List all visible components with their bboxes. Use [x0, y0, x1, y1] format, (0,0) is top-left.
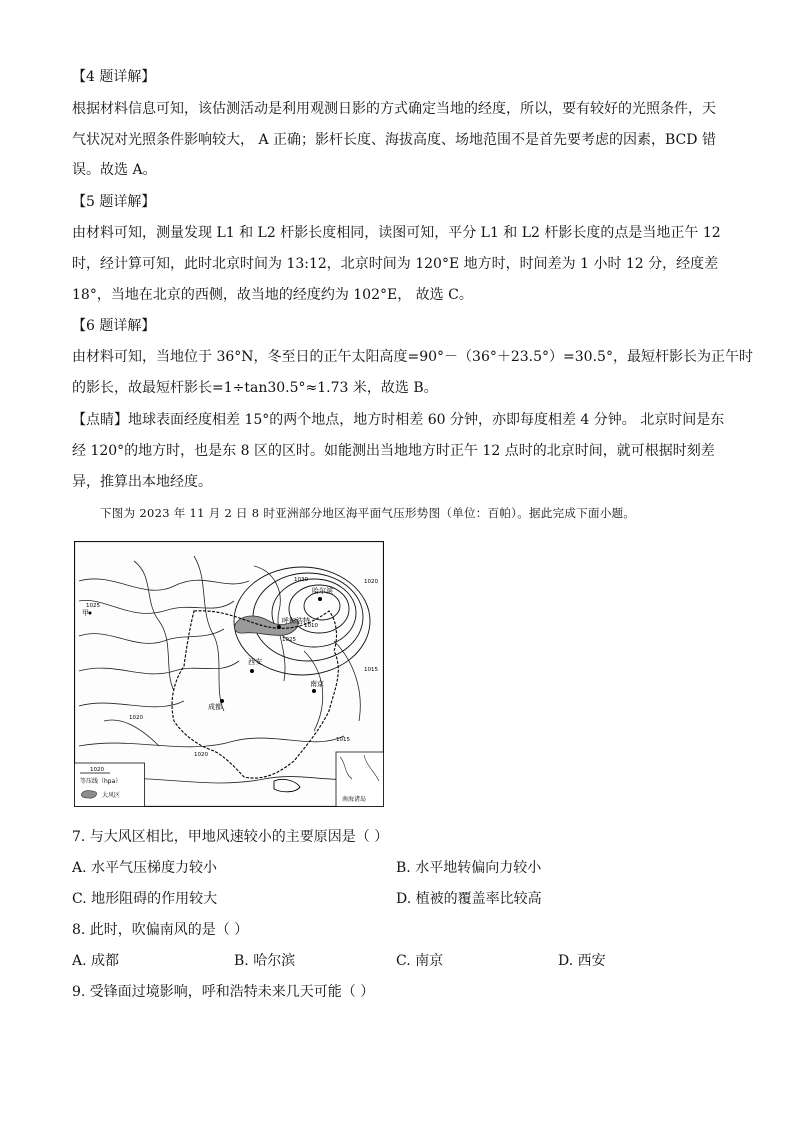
question-7-option-a[interactable]: A. 水平气压梯度力较小 — [72, 860, 218, 876]
city-label: 西安 — [248, 658, 262, 666]
question-8-stem: 8. 此时，吹偏南风的是（ ） — [72, 922, 249, 938]
hohhot-marker — [277, 625, 281, 629]
legend-isobar-label: 等压线（hpa） — [80, 778, 122, 785]
nanjing-marker — [312, 689, 316, 693]
xian-marker — [250, 669, 254, 673]
question-7-stem: 7. 与大风区相比，甲地风速较小的主要原因是（ ） — [72, 829, 389, 845]
city-label: 呼和浩特 — [282, 617, 310, 625]
question-7-option-d[interactable]: D. 植被的覆盖率比较高 — [396, 891, 542, 907]
text-line: 的影长，故最短杆影长=1÷tan30.5°≈1.73 米，故选 B。 — [72, 380, 438, 396]
svg-text:1020: 1020 — [364, 579, 378, 585]
section-heading-q6: 【6 题详解】 — [72, 318, 156, 334]
text-line: 由材料可知，测量发现 L1 和 L2 杆影长度相同，读图可知，平分 L1 和 L2 杆影长度的点是当地正午 12 — [72, 225, 721, 241]
legend-gale-label: 大风区 — [102, 792, 121, 799]
text-line: 时，经计算可知，此时北京时间为 13:12，北京时间为 120°E 地方时，时间差为 1 小时 12 分，经度差 — [72, 256, 719, 272]
svg-text:1020: 1020 — [90, 767, 104, 773]
text-line: 异，推算出本地经度。 — [72, 474, 212, 490]
city-label: 南京 — [310, 680, 324, 688]
text-line: 18°，当地在北京的西侧，故当地的经度约为 102°E， 故选 C。 — [72, 287, 473, 303]
svg-text:南海诸岛: 南海诸岛 — [342, 796, 367, 803]
pressure-map — [74, 541, 384, 807]
svg-text:1020: 1020 — [194, 752, 208, 758]
section-heading-q5: 【5 题详解】 — [72, 194, 156, 210]
question-8-option-a[interactable]: A. 成都 — [72, 953, 120, 969]
svg-text:1015: 1015 — [364, 667, 378, 673]
text-line: 经 120°的地方时，也是东 8 区的区时。如能测出当地地方时正午 12 点时的北京时间，就可根据时刻差 — [72, 443, 715, 459]
point-jia-label: 甲 — [82, 609, 89, 617]
question-7-option-c[interactable]: C. 地形阻碍的作用较大 — [72, 891, 218, 907]
text-line: 气状况对光照条件影响较大， A 正确；影杆长度、海拔高度、场地范围不是首先要考虑的因素，BCD 错 — [72, 132, 716, 148]
svg-text:1010: 1010 — [304, 623, 318, 629]
figure-caption: 下图为 2023 年 11 月 2 日 8 时亚洲部分地区海平面气压形势图（单位：百帕）。据此完成下面小题。 — [100, 506, 636, 520]
svg-text:1030: 1030 — [294, 577, 308, 583]
question-8-option-c[interactable]: C. 南京 — [396, 953, 444, 969]
city-label: 成都 — [208, 703, 222, 711]
svg-text:1020: 1020 — [129, 715, 143, 721]
city-label: 哈尔滨 — [312, 587, 333, 595]
text-line: 误。故选 A。 — [72, 162, 157, 178]
question-8-option-d[interactable]: D. 西安 — [558, 953, 606, 969]
tips-line: 【点睛】地球表面经度相差 15°的两个地点，地方时相差 60 分钟，亦即每度相差 4 分钟。 北京时间是东 — [72, 412, 725, 428]
question-7-option-b[interactable]: B. 水平地转偏向力较小 — [396, 860, 542, 876]
question-9-stem: 9. 受锋面过境影响，呼和浩特未来几天可能（ ） — [72, 984, 375, 1000]
text-line: 根据材料信息可知，该估测活动是利用观测日影的方式确定当地的经度，所以，要有较好的光照条件，天 — [72, 101, 716, 117]
question-8-option-b[interactable]: B. 哈尔滨 — [234, 953, 296, 969]
text-line: 由材料可知，当地位于 36°N，冬至日的正午太阳高度=90°－（36°＋23.5°）=30.5°，最短杆影长为正午时 — [72, 349, 753, 365]
svg-text:1015: 1015 — [336, 737, 350, 743]
svg-text:1025: 1025 — [86, 603, 100, 609]
harbin-marker — [318, 597, 322, 601]
section-heading-q4: 【4 题详解】 — [72, 69, 156, 85]
svg-text:1025: 1025 — [282, 637, 296, 643]
